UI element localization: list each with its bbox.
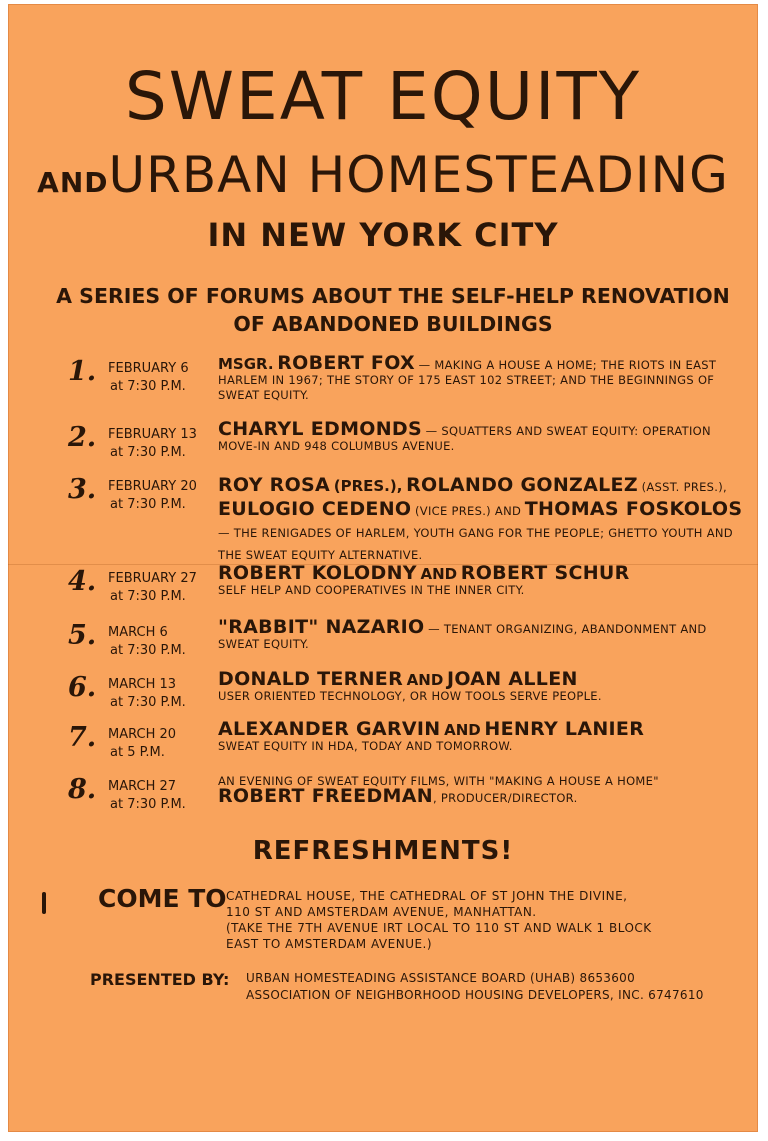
event-date: MARCH 20 [108, 727, 177, 742]
event-when [108, 360, 216, 396]
event-when [108, 778, 216, 814]
event-time: at 7:30 P.M. [110, 797, 186, 812]
venue-line-3: (TAKE THE 7TH AVENUE IRT LOCAL TO 110 ST AND WALK 1 BLOCK [226, 921, 652, 935]
speaker-name: ROY ROSA [218, 474, 331, 496]
come-to-label: COME TO [98, 884, 227, 913]
event-when [108, 726, 216, 762]
event-date: MARCH 13 [108, 677, 177, 692]
speaker-name: ROLANDO GONZALEZ [406, 474, 638, 496]
speaker-name: ROBERT FOX [277, 352, 415, 374]
event-description: AN EVENING OF SWEAT EQUITY FILMS, WITH "MAKING A HOUSE A HOME" [218, 774, 659, 788]
event-number: 3. [68, 474, 97, 505]
event-time: at 7:30 P.M. [110, 695, 186, 710]
event-description: — THE RENIGADES OF HARLEM, YOUTH GANG FOR THE PEOPLE; GHETTO YOUTH AND THE SWEAT EQUITY ALTERNATIVE. [218, 526, 733, 562]
flyer-sheet [8, 4, 758, 1132]
event-number: 4. [68, 566, 97, 597]
speaker-name: DONALD TERNER [218, 668, 404, 690]
event-date: MARCH 6 [108, 625, 168, 640]
event-time: at 7:30 P.M. [110, 497, 186, 512]
speaker-name: HENRY LANIER [484, 718, 645, 740]
event-time: at 7:30 P.M. [110, 445, 186, 460]
presenter-1: URBAN HOMESTEADING ASSISTANCE BOARD (UHAB) 8653600 [246, 971, 636, 985]
event-description: — TENANT ORGANIZING, ABANDONMENT AND SWEAT EQUITY. [218, 622, 707, 651]
title-urban-homesteading: URBAN HOMESTEADING [108, 146, 729, 204]
event-description: SWEAT EQUITY IN HDA, TODAY AND TOMORROW. [218, 739, 513, 753]
subtitle [48, 282, 738, 338]
venue-address [226, 888, 706, 952]
subtitle-line-1: A SERIES OF FORUMS ABOUT THE SELF-HELP RENOVATION [56, 284, 730, 308]
venue-line-2: 110 ST AND AMSTERDAM AVENUE, MANHATTAN. [226, 905, 537, 919]
speaker-name: ROBERT FREEDMAN [218, 785, 433, 807]
event-when [108, 478, 216, 514]
event-body [218, 718, 748, 754]
event-number: 8. [68, 774, 97, 805]
event-number: 2. [68, 422, 97, 453]
speaker-note: (ASST. PRES.), [641, 480, 727, 494]
speaker-name: THOMAS FOSKOLOS [524, 498, 743, 520]
event-number: 6. [68, 672, 97, 703]
event-time: at 7:30 P.M. [110, 589, 186, 604]
event-when [108, 624, 216, 660]
event-time: at 7:30 P.M. [110, 379, 186, 394]
speaker-note: (PRES.), [333, 477, 403, 495]
event-number: 1. [68, 356, 97, 387]
presenters [246, 970, 726, 1004]
venue-line-1: CATHEDRAL HOUSE, THE CATHEDRAL OF ST JOHN THE DIVINE, [226, 889, 628, 903]
presenter-2: ASSOCIATION OF NEIGHBORHOOD HOUSING DEVELOPERS, INC. 6747610 [246, 988, 704, 1002]
event-description: SELF HELP AND COOPERATIVES IN THE INNER CITY. [218, 583, 525, 597]
event-body [218, 774, 748, 806]
event-description: — SQUATTERS AND SWEAT EQUITY: OPERATION MOVE-IN AND 948 COLUMBUS AVENUE. [218, 424, 711, 453]
refreshments-heading: REFRESHMENTS! [252, 836, 514, 866]
title-line-3: IN NEW YORK CITY [207, 216, 559, 254]
speaker-joiner: AND [444, 721, 481, 739]
event-time: at 7:30 P.M. [110, 643, 186, 658]
speaker-name: JOAN ALLEN [446, 668, 578, 690]
title-line-1: SWEAT EQUITY [124, 58, 642, 135]
speaker-name: "RABBIT" NAZARIO [218, 616, 425, 638]
event-date: FEBRUARY 27 [108, 571, 197, 586]
presented-by-label: PRESENTED BY: [90, 970, 230, 989]
event-number: 5. [68, 620, 97, 651]
title-and: AND [37, 166, 109, 199]
event-body [218, 616, 748, 652]
speaker-prefix: MSGR. [218, 355, 274, 373]
speaker-note: (VICE PRES.) AND [415, 504, 522, 518]
speaker-name: EULOGIO CEDENO [218, 498, 412, 520]
event-number: 7. [68, 722, 97, 753]
speaker-joiner: AND [406, 671, 444, 689]
speaker-name: ROBERT SCHUR [460, 562, 630, 584]
event-body [218, 352, 748, 403]
subtitle-line-2: OF ABANDONED BUILDINGS [233, 312, 553, 336]
event-date: FEBRUARY 20 [108, 479, 197, 494]
event-description: USER ORIENTED TECHNOLOGY, OR HOW TOOLS SERVE PEOPLE. [218, 689, 602, 703]
event-description-end: , PRODUCER/DIRECTOR. [432, 791, 578, 805]
event-description: — MAKING A HOUSE A HOME; THE RIOTS IN EAST HARLEM IN 1967; THE STORY OF 175 EAST 102 STREET; AND THE BEGINNINGS OF SWEAT EQUITY. [218, 358, 717, 402]
event-when [108, 570, 216, 606]
event-body [218, 474, 748, 566]
event-when [108, 426, 216, 462]
event-time: at 5 P.M. [110, 745, 165, 760]
event-body [218, 418, 748, 454]
event-when [108, 676, 216, 712]
venue-line-4: EAST TO AMSTERDAM AVENUE.) [226, 937, 433, 951]
title-line-2 [8, 146, 758, 204]
ink-mark [42, 892, 46, 914]
speaker-name: ALEXANDER GARVIN [218, 718, 441, 740]
event-date: FEBRUARY 13 [108, 427, 197, 442]
event-date: FEBRUARY 6 [108, 361, 189, 376]
speaker-name: CHARYL EDMONDS [218, 418, 422, 440]
event-body [218, 562, 748, 598]
speaker-joiner: AND [420, 565, 458, 583]
event-body [218, 668, 748, 704]
event-date: MARCH 27 [108, 779, 177, 794]
speaker-name: ROBERT KOLODNY [218, 562, 417, 584]
